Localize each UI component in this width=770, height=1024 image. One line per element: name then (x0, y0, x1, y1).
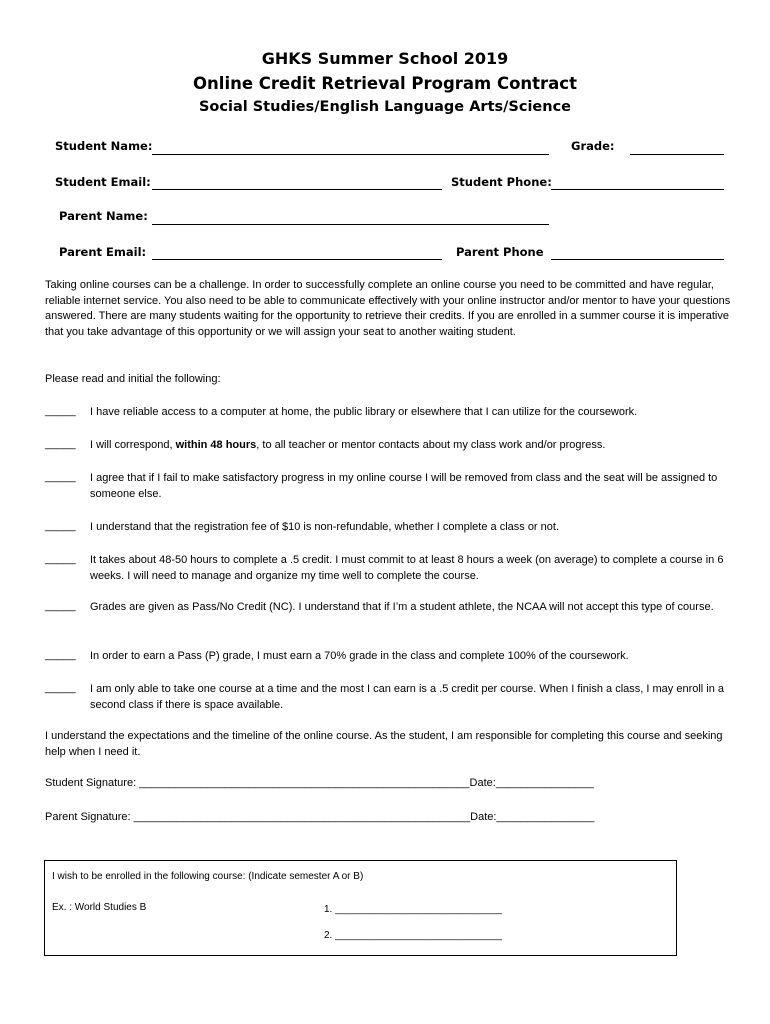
item-text: I will correspond, (90, 439, 176, 451)
grade-field[interactable] (630, 154, 724, 155)
initial-blank[interactable]: _____ (45, 438, 76, 450)
contract-item: It takes about 48-50 hours to complete a .5 credit. I must commit to at least 8 hours a week (on average) to complete a course in 6 weeks. I will need to manage and organize my time well to complete the course. (90, 554, 724, 582)
contract-item: I agree that if I fail to make satisfactory progress in my online course I will be removed from class and the seat will be assigned to someone else. (90, 472, 718, 500)
initial-blank[interactable]: _____ (45, 405, 76, 417)
parent-signature-line[interactable]: Parent Signature: _______________________________________________________Date:________________ (45, 811, 595, 823)
parent-phone-label: Parent Phone (456, 245, 544, 259)
parent-email-field[interactable] (152, 259, 442, 260)
intro-paragraph: Taking online courses can be a challenge. In order to successfully complete an online course you need to be committed and have regular, reliable internet service. You also need to be able to communicate effectively with your online instructor and/or mentor to have your questions answered. There are many students waiting for the opportunity to retrieve their credits. If you are enrolled in a summer course it is imperative that you take advantage of this opportunity or we will assign your seat to another waiting student. (45, 279, 731, 338)
initial-blank[interactable]: _____ (45, 520, 76, 532)
enrollment-example: Ex. : World Studies B (52, 902, 147, 913)
closing-paragraph: I understand the expectations and the timeline of the online course. As the student, I am responsible for completing this course and seeking help when I need it. (45, 730, 723, 758)
document-subtitle: Online Credit Retrieval Program Contract (193, 74, 577, 93)
parent-name-label: Parent Name: (59, 209, 148, 223)
student-name-label: Student Name: (55, 139, 153, 153)
contract-item: I am only able to take one course at a time and the most I can earn is a .5 credit per course. When I finish a class, I may enroll in a second class if there is space available. (90, 683, 725, 711)
contract-item: I have reliable access to a computer at home, the public library or elsewhere that I can utilize for the coursework. (90, 406, 638, 418)
student-phone-label: Student Phone: (451, 175, 552, 189)
initial-blank[interactable]: _____ (45, 649, 76, 661)
document-subjects: Social Studies/English Language Arts/Science (198, 99, 572, 115)
parent-name-field[interactable] (152, 224, 549, 225)
course-line-1[interactable]: 1. ______________________________ (324, 904, 502, 915)
student-phone-field[interactable] (551, 189, 724, 190)
parent-email-label: Parent Email: (59, 245, 147, 259)
item-emphasis: within 48 hours (175, 439, 257, 451)
initial-blank[interactable]: _____ (45, 682, 76, 694)
parent-phone-field[interactable] (551, 259, 724, 260)
grade-label: Grade: (571, 139, 615, 153)
student-signature-line[interactable]: Student Signature: ______________________________________________________Date:________________ (45, 777, 594, 789)
item-text: , to all teacher or mentor contacts about my class work and/or progress. (256, 439, 606, 451)
contract-item: In order to earn a Pass (P) grade, I must earn a 70% grade in the class and complete 100% of the coursework. (90, 650, 629, 662)
course-line-2[interactable]: 2. ______________________________ (324, 930, 502, 941)
contract-item: Grades are given as Pass/No Credit (NC). I understand that if I’m a student athlete, the NCAA will not accept this type of course. (90, 601, 714, 613)
enrollment-heading: I wish to be enrolled in the following course: (Indicate semester A or B) (52, 871, 364, 882)
document-title: GHKS Summer School 2019 (261, 49, 509, 68)
contract-item: I understand that the registration fee of $10 is non-refundable, whether I complete a class or not. (90, 521, 560, 533)
initial-blank[interactable]: _____ (45, 553, 76, 565)
student-email-label: Student Email: (55, 175, 151, 189)
contract-item (90, 438, 735, 454)
student-email-field[interactable] (152, 189, 442, 190)
instruction-text: Please read and initial the following: (45, 373, 221, 385)
enrollment-box (44, 860, 677, 956)
initial-blank[interactable]: _____ (45, 471, 76, 483)
student-name-field[interactable] (152, 154, 549, 155)
initial-blank[interactable]: _____ (45, 600, 76, 612)
